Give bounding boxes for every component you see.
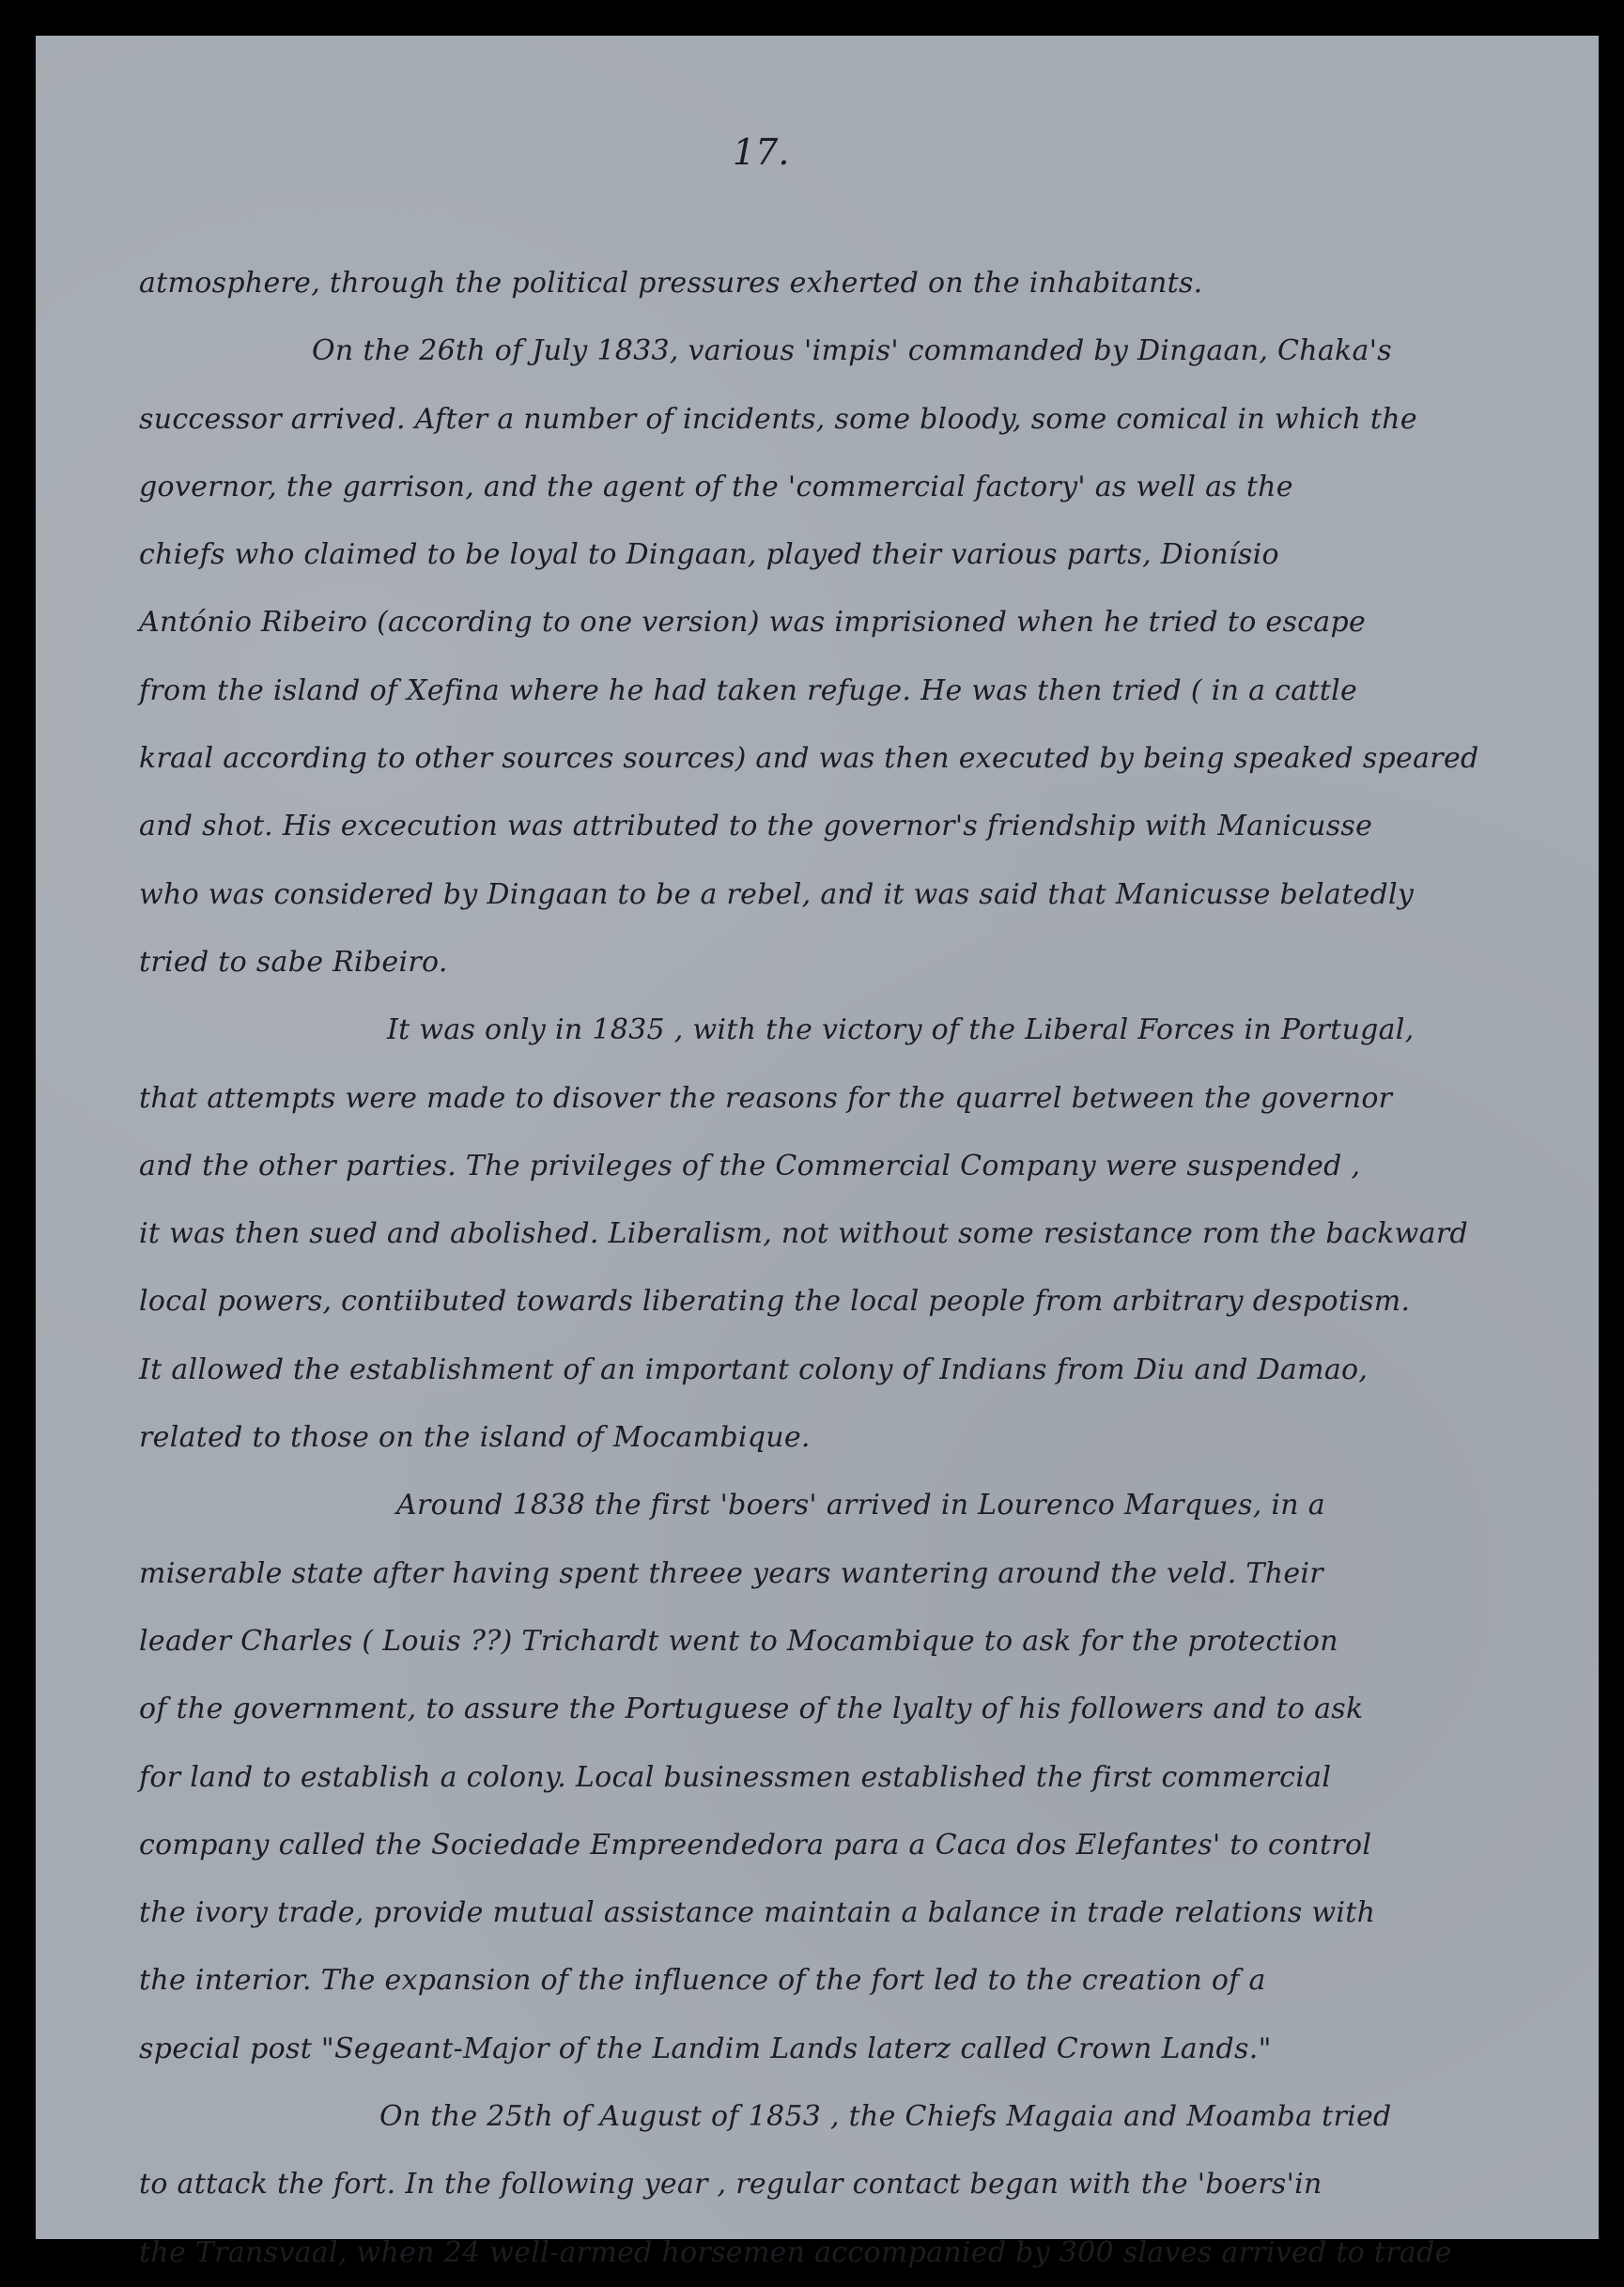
text-line: On the 26th of July 1833, various 'impis' commanded by Dingaan, Chaka's (312, 334, 1392, 368)
text-line: and shot. His excecution was attributed to the governor's friendship with Manicusse (139, 810, 1373, 843)
text-line: company called the Sociedade Empreendedora para a Caca dos Elefantes' to control (139, 1828, 1372, 1862)
text-line: chiefs who claimed to be loyal to Dingaan, played their various parts, Dionísio (139, 538, 1279, 572)
body-text (139, 250, 1548, 2287)
page-number: 17. (733, 131, 790, 173)
text-line: special post "Segeant-Major of the Landim Lands laterz called Crown Lands." (139, 2032, 1272, 2065)
text-line: the interior. The expansion of the influence of the fort led to the creation of a (139, 1964, 1266, 1998)
text-line: from the island of Xefina where he had taken refuge. He was then tried ( in a cattle (139, 673, 1358, 707)
text-line: On the 25th of August of 1853 , the Chiefs Magaia and Moamba tried (379, 2100, 1392, 2134)
text-line: and the other parties. The privileges of the Commercial Company were suspended , (139, 1149, 1361, 1182)
text-line: the Transvaal, when 24 well-armed horsemen accompanied by 300 slaves arrived to trade (139, 2235, 1452, 2269)
text-line: leader Charles ( Louis ??) Trichardt went to Mocambique to ask for the protection (139, 1624, 1338, 1658)
text-line: that attempts were made to disover the reasons for the quarrel between the governor (139, 1081, 1393, 1115)
text-line: who was considered by Dingaan to be a rebel, and it was said that Manicusse belatedly (139, 877, 1415, 911)
text-line: related to those on the island of Mocambique. (139, 1421, 811, 1455)
text-line: Around 1838 the first 'boers' arrived in Lourenco Marques, in a (396, 1489, 1325, 1522)
text-line: It allowed the establishment of an important colony of Indians from Diu and Damao, (139, 1352, 1369, 1386)
text-line: the ivory trade, provide mutual assistance maintain a balance in trade relations with (139, 1896, 1376, 1930)
text-line: local powers, contiibuted towards liberating the local people from arbitrary despotism. (139, 1285, 1411, 1319)
text-line: successor arrived. After a number of incidents, some bloody, some comical in which the (139, 402, 1417, 436)
text-line: of the government, to assure the Portuguese of the lyalty of his followers and to ask (139, 1692, 1364, 1726)
text-line: to attack the fort. In the following year , regular contact began with the 'boers'in (139, 2168, 1322, 2202)
text-line: governor, the garrison, and the agent of the 'commercial factory' as well as the (139, 470, 1293, 503)
text-line: for land to establish a colony. Local businessmen established the first commercial (139, 1760, 1332, 1794)
text-line: António Ribeiro (according to one version) was imprisioned when he tried to escape (139, 606, 1367, 640)
text-line: kraal according to other sources sources) and was then executed by being speaked speared (139, 742, 1479, 776)
text-line: It was only in 1835 , with the victory of the Liberal Forces in Portugal, (387, 1013, 1415, 1047)
text-line: miserable state after having spent threee years wantering around the veld. Their (139, 1556, 1323, 1590)
typewritten-page (36, 36, 1599, 2269)
text-line: tried to sabe Ribeiro. (139, 945, 448, 979)
text-line: it was then sued and abolished. Liberalism, not without some resistance rom the backward (139, 1217, 1468, 1251)
text-line: atmosphere, through the political pressures exherted on the inhabitants. (139, 267, 1203, 300)
